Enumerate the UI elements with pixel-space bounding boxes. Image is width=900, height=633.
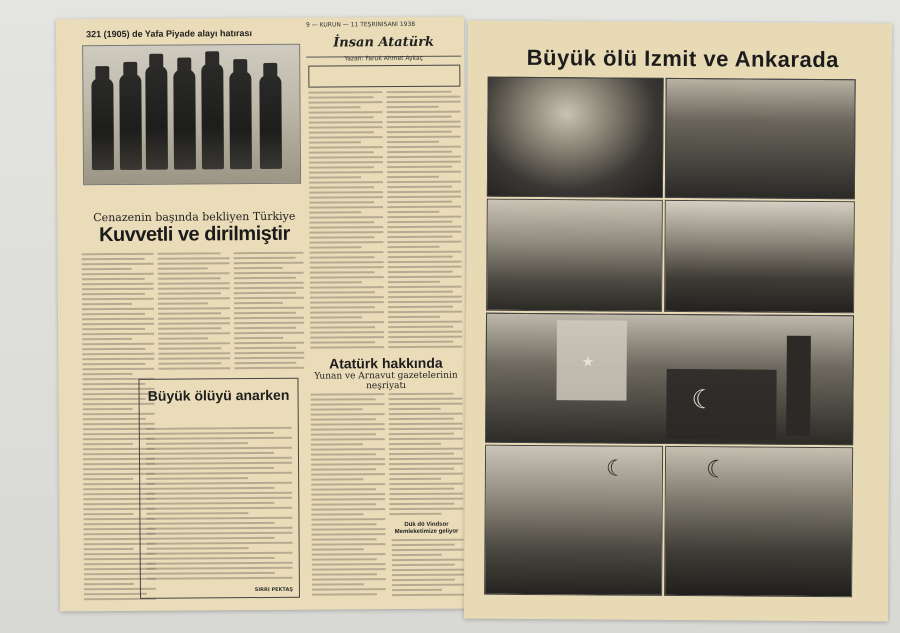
buyuk-oluyu-anarken-box: [138, 378, 300, 599]
headline-big: Kuvvetli ve dirilmiştir: [98, 222, 290, 247]
insan-column-2: [386, 91, 462, 354]
ataturk-news-column-2: [389, 393, 464, 520]
main-column-2: [158, 252, 231, 374]
tower-shape: [786, 336, 811, 436]
photo-sub-caption: [83, 186, 301, 208]
buyuk-text: [146, 427, 293, 586]
page-masthead: 9 — KURUN — 11 TEŞRİNİSANİ 1938: [305, 20, 416, 29]
duke-windsor-headline: Dük dö Vindsor Memleketimize geliyor: [394, 521, 459, 536]
insan-intro-box: [308, 65, 460, 88]
star-icon: ★: [581, 354, 595, 371]
crescent-icon: ☾: [605, 456, 626, 482]
photo-caption: 321 (1905) de Yafa Piyade alayı hatırası: [86, 28, 253, 40]
insan-column-1: [308, 91, 384, 354]
headline-small: Cenazenin başında bekliyen Türkiye: [93, 209, 296, 225]
ataturk-news-column-1: [311, 393, 386, 602]
flag-shape: [666, 369, 776, 440]
right-page-title: Büyük ölü Izmit ve Ankarada: [526, 44, 840, 73]
photo-procession-1: [486, 199, 663, 312]
photo-ceremony-2: [665, 78, 856, 199]
buyuk-title: Büyük ölüyü anarken: [147, 386, 290, 404]
photo-crowd-1: [484, 445, 663, 596]
crescent-icon: ☾: [705, 455, 728, 484]
insan-title: İnsan Atatürk: [333, 34, 435, 51]
newspaper-left-page: [56, 17, 468, 612]
main-column-3: [234, 252, 305, 374]
newspaper-right-page: [464, 21, 892, 622]
duke-windsor-text: [392, 539, 464, 602]
photo-crowd-2: [664, 446, 853, 597]
buyuk-signature: SIRRI PEKTAŞ: [254, 586, 293, 594]
photo-ceremony-1: [487, 77, 664, 198]
photo-flag-decorations: [485, 313, 854, 446]
ataturk-news-header: [308, 355, 463, 392]
regiment-photo: [82, 44, 301, 186]
photo-procession-2: [664, 200, 855, 313]
ataturk-news-title: Atatürk hakkında: [328, 354, 443, 372]
ataturk-news-subtitle: Yunan ve Arnavut gazetelerinin neşriyatı: [314, 370, 458, 392]
crescent-icon: ☾: [691, 385, 715, 416]
insan-author: Yazan: Faruk Ahmet Aykaç: [344, 54, 424, 63]
